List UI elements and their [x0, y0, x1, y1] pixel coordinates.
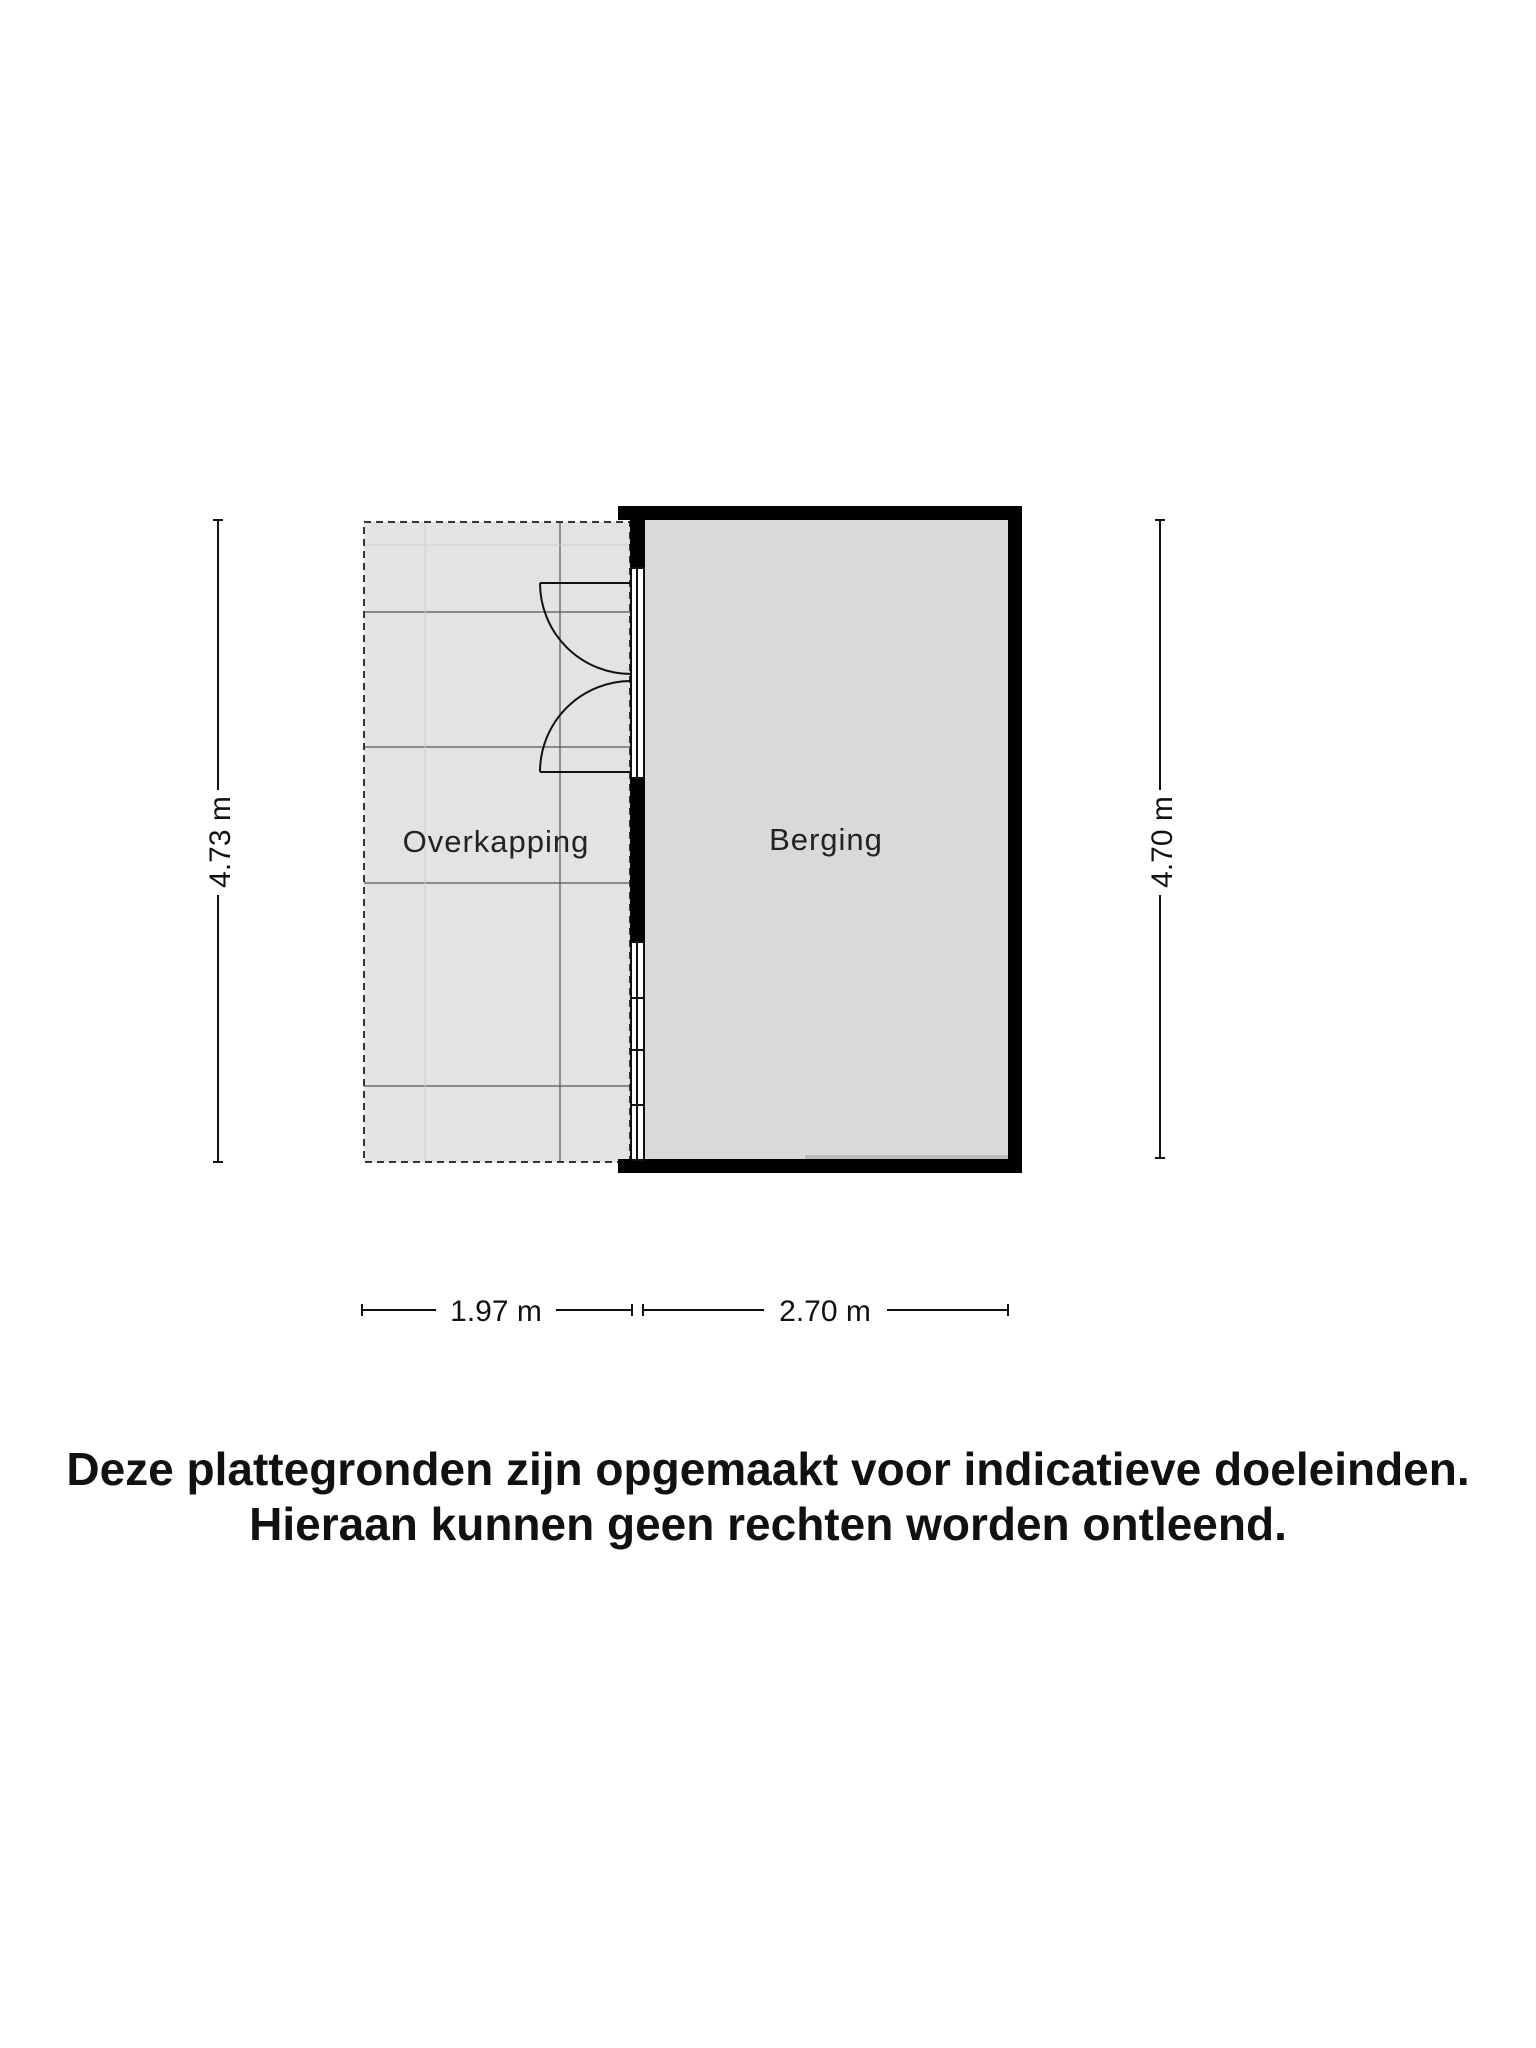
room-label-overkapping: Overkapping [402, 824, 590, 859]
window-strip [631, 942, 644, 1160]
disclaimer-line-2: Hieraan kunnen geen rechten worden ontleend. [249, 1498, 1287, 1550]
disclaimer-line-1: Deze plattegronden zijn opgemaakt voor indicatieve doeleinden. [66, 1443, 1470, 1495]
room-label-berging: Berging [769, 822, 883, 857]
dimension-left-label: 4.73 m [204, 796, 237, 888]
dimension-bottom-left-label: 1.97 m [450, 1295, 542, 1328]
dimension-bottom-right-label: 2.70 m [779, 1295, 871, 1328]
dimension-right-label: 4.70 m [1146, 796, 1179, 888]
